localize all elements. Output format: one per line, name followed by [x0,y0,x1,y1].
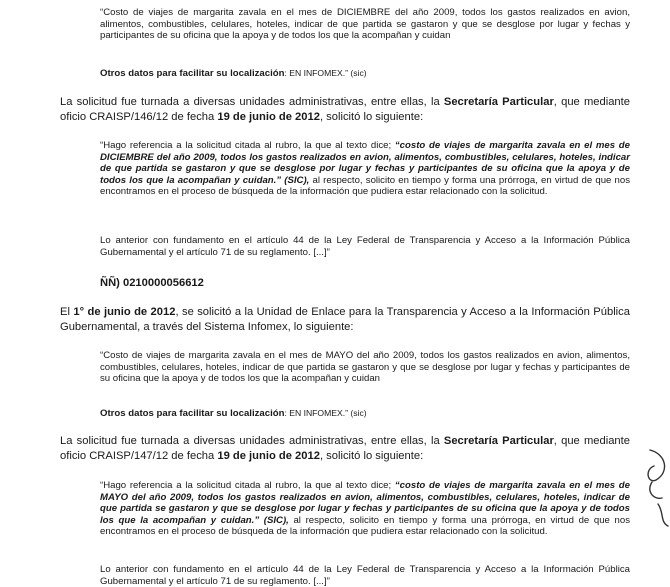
paragraph-solicito [60,305,630,334]
text-span: La solicitud fue turnada a diversas unidades administrativas, entre ellas, la [60,435,444,447]
text-span: Lo anterior con fundamento en el artículo 44 de la Ley Federal de Transparencia y Acceso a la Información Pública Gubernamental y el artículo 71 de su reglamento. [...]” [100,235,630,258]
otros-datos-value: : EN INFOMEX.” (sic) [284,68,367,78]
text-span: al respecto, solicito en tiempo y forma una prórroga, en virtud de que nos encontramos en el proceso de búsqueda de la información que pudiera estar relacionado con la solicitud. [100,514,630,538]
paragraph-turnada-147 [60,434,630,463]
text-span: : EN INFOMEX.” (sic) [284,408,367,418]
text-span: El [60,306,74,318]
text-span: ÑÑ) 0210000056612 [100,277,204,289]
text-span: Secretaría Particular [443,435,554,447]
text-span: “Hago referencia a la solicitud citada al rubro, la que al texto dice; [100,140,395,151]
handwritten-signature [640,440,670,530]
paragraph-turnada-146 [60,95,630,124]
text-span: al respecto, solicito en tiempo y forma una prórroga, en virtud de que nos encontramos en el proceso de búsqueda de la información que pudiera estar relacionado con la solicitud. [100,174,630,198]
text-span: , que mediante oficio CRAISP/146/12 de fecha [60,96,630,123]
text-span: “costo de viajes de margarita zavala en el mes de DICIEMBRE del año 2009, todos los gastos realizados en avion, alimentos, combustibles, celulares, hoteles, indicar de que partida se gastaron y que se desglose por lugar y fechas y participantes de su oficina que la apoya y de todos los que la acompañan y cuidan.” (SIC), [100,140,631,186]
text-span: , solicitó lo siguiente: [319,110,424,123]
text-span: “Costo de viajes de margarita zavala en el mes de MAYO del año 2009, todos los gastos realizados en avion, alimentos, combustibles, celulares, hoteles, indicar de que partida se gastaron y que se desglose por lugar y fechas y participantes de su oficina que la apoya y de todos los que la acompañan y cuidan [100,350,630,385]
quote-diciembre [100,7,630,42]
otros-datos-label: Otros datos para facilitar su localización [100,68,285,79]
quote-fundamento-2 [100,564,630,587]
quote-mayo [100,350,630,385]
otros-datos-2 [100,407,630,420]
text-span: 19 de junio de 2012 [217,449,320,462]
text-span: “costo de viajes de margarita zavala en el mes de MAYO del año 2009, todos los gastos realizados en avion, alimentos, combustibles, celulares, hoteles, indicar de que partida se gastaron y que se desglose por lugar y fechas y participantes de su oficina que la apoya y de todos los que la acompañan y cuidan.” (SIC), [100,480,631,526]
text-span: 1° de junio de 2012 [73,306,176,318]
quote-oficio-146 [100,140,630,198]
quote-diciembre-text: “Costo de viajes de margarita zavala en el mes de DICIEMBRE del año 2009, todos los gastos realizados en avion, alimentos, combustibles, celulares, hoteles, indicar de que partida se gastaron y que se desglose por lugar y fechas y participantes de su oficina que la apoya y de todos los que la acompañan y cuidan [100,7,630,42]
quote-fundamento-1 [100,235,630,258]
text-span: Lo anterior con fundamento en el artículo 44 de la Ley Federal de Transparencia y Acceso a la Información Pública Gubernamental y el artículo 71 de su reglamento. [...]” [100,564,630,587]
text-span: Otros datos para facilitar su localización [100,408,285,419]
text-span: , se solicitó a la Unidad de Enlace para la Transparencia y Acceso a la Información Pública Gubernamental, a través del Sistema Infomex, lo siguiente: [60,306,630,333]
text-span: , que mediante oficio CRAISP/147/12 de fecha [60,435,630,462]
text-span: “Hago referencia a la solicitud citada al rubro, la que al texto dice; [100,480,395,491]
quote-oficio-147 [100,480,630,538]
text-span: , solicitó lo siguiente: [319,449,424,462]
text-span: Secretaría Particular [443,96,554,108]
section-heading [100,277,400,289]
text-span: 19 de junio de 2012 [217,110,320,123]
text-span: La solicitud fue turnada a diversas unidades administrativas, entre ellas, la [60,96,444,108]
otros-datos-1 [100,67,630,80]
